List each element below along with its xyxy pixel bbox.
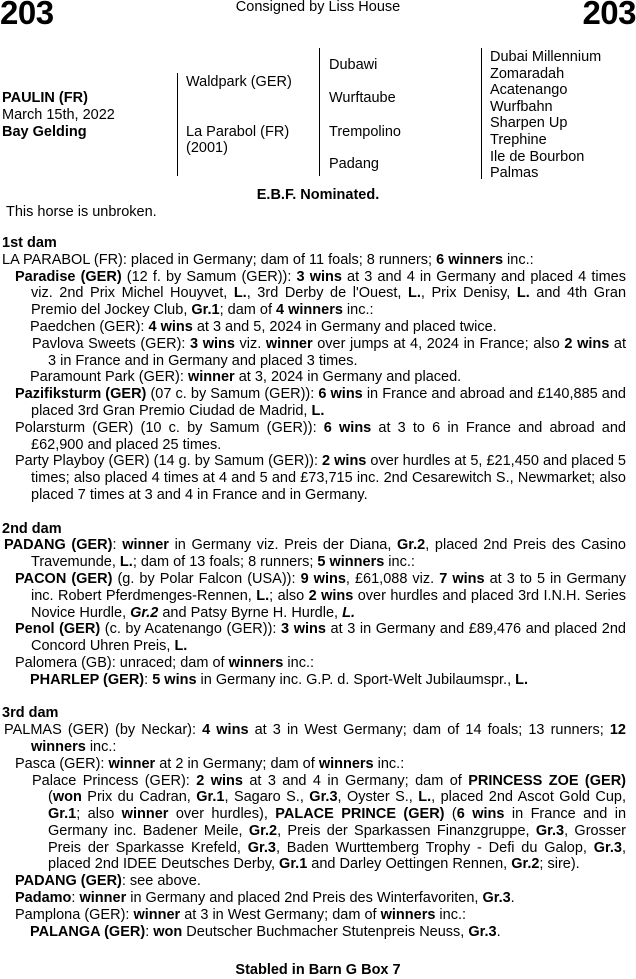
lot-number-right: 203 bbox=[582, 0, 636, 31]
gen4-ancestor: Trephine bbox=[490, 132, 547, 148]
sire-dam-name: Wurftaube bbox=[329, 90, 396, 106]
progeny-entry: PACON (GER) (g. by Polar Falcon (USA)): 9 wins, £61,088 viz. 7 wins at 3 to 5 in Germany inc. Robert Pferdmenges-Rennen, L.; also 2 wins over hurdles and placed 3rd I.N.H. Series Novice Hurdle, Gr.2 and Patsy Byrne H. Hurdle, L. bbox=[15, 570, 627, 621]
progeny-entry: Pasca (GER): winner at 2 in Germany; dam of winners inc.: bbox=[15, 755, 405, 772]
progeny-entry: PALANGA (GER): won Deutscher Buchmacher Stutenpreis Neuss, Gr.3. bbox=[30, 923, 501, 940]
progeny-entry: Pazifiksturm (GER) (07 c. by Samum (GER)): 6 wins in France and abroad and £140,885 and placed 3rd Gran Premio Ciudad de Madrid, L. bbox=[15, 386, 626, 419]
dam-year: (2001) bbox=[186, 140, 228, 156]
gen4-ancestor: Zomaradah bbox=[490, 66, 565, 82]
foaled-date: March 15th, 2022 bbox=[2, 107, 115, 123]
progeny-entry: Paedchen (GER): 4 wins at 3 and 5, 2024 in Germany and placed twice. bbox=[30, 318, 497, 335]
sire-name: Waldpark (GER) bbox=[186, 74, 292, 90]
progeny-entry: Pamplona (GER): winner at 3 in West Germany; dam of winners inc.: bbox=[15, 906, 467, 923]
gen4-ancestor: Palmas bbox=[490, 165, 539, 181]
third-dam-paragraph: PALMAS (GER) (by Neckar): 4 wins at 3 in West Germany; dam of 14 foals; 13 runners; 12 winners inc.: bbox=[4, 722, 626, 755]
pedigree-line-3 bbox=[481, 48, 482, 179]
third-dam-heading: 3rd dam bbox=[2, 705, 59, 722]
second-dam-heading: 2nd dam bbox=[2, 520, 62, 537]
gen4-ancestor: Dubai Millennium bbox=[490, 49, 602, 65]
horse-name: PAULIN (FR) bbox=[2, 90, 88, 106]
gen4-ancestor: Wurfbahn bbox=[490, 99, 553, 115]
progeny-entry: PHARLEP (GER): 5 wins in Germany inc. G.P. d. Sport-Welt Jubilaumspr., L. bbox=[30, 671, 529, 688]
first-dam-heading: 1st dam bbox=[2, 235, 57, 251]
progeny-entry: Palace Princess (GER): 2 wins at 3 and 4 in Germany; dam of PRINCESS ZOE (GER) (won Prix du Cadran, Gr.1, Sagaro S., Gr.3, Oyster S., L., placed 2nd Ascot Gold Cup, Gr.1; also winner over hurdles), PALACE PRINCE (GER) (6 wins in France and in Germany inc. Badener Meile, Gr.2, Preis der Sparkassen Finanzgruppe, Gr.3, Grosser Preis der Sparkasse Krefeld, Gr.3, Baden Wurttemberg Trophy - Defi du Galop, Gr.3, placed 2nd IDEE Deutsches Derby, Gr.1 and Darley Oettingen Rennen, Gr.2; sire). bbox=[32, 772, 627, 873]
progeny-entry: Paramount Park (GER): winner at 3, 2024 in Germany and placed. bbox=[30, 369, 462, 386]
dam-dam-name: Padang bbox=[329, 156, 379, 172]
pedigree-line-2 bbox=[319, 48, 320, 176]
horse-description: Bay Gelding bbox=[2, 124, 87, 140]
first-dam-paragraph: LA PARABOL (FR): placed in Germany; dam of 11 foals; 8 runners; 6 winners inc.: bbox=[2, 251, 534, 268]
produce-record bbox=[2, 235, 626, 940]
dam-sire-name: Trempolino bbox=[329, 124, 401, 140]
progeny-entry: Paradise (GER) (12 f. by Samum (GER)): 3 wins at 3 and 4 in Germany and placed 4 times viz. 2nd Prix Michel Houyvet, L., 3rd Derby de l'Ouest, L., Prix Denisy, L. and 4th Gran Premio del Jockey Club, Gr.1; dam of 4 winners inc.: bbox=[15, 268, 627, 319]
progeny-entry: Palomera (GB): unraced; dam of winners inc.: bbox=[15, 654, 314, 671]
gen4-ancestor: Acatenango bbox=[490, 82, 568, 98]
sire-sire-name: Dubawi bbox=[329, 57, 378, 73]
progeny-entry: Padamo: winner in Germany and placed 2nd Preis des Winterfavoriten, Gr.3. bbox=[15, 890, 515, 907]
progeny-entry: Pavlova Sweets (GER): 3 wins viz. winner over jumps at 4, 2024 in France; also 2 wins at 3 in France and in Germany and placed 3 times. bbox=[32, 335, 627, 369]
gen4-ancestor: Sharpen Up bbox=[490, 115, 568, 131]
gen4-ancestor: Ile de Bourbon bbox=[490, 149, 585, 165]
consignor: Consigned by Liss House bbox=[235, 0, 401, 15]
stabling-info: Stabled in Barn G Box 7 bbox=[235, 962, 401, 978]
second-dam-paragraph: PADANG (GER): winner in Germany viz. Preis der Diana, Gr.2, placed 2nd Preis des Casino Travemunde, L.; dam of 13 foals; 8 runners; 5 winners inc.: bbox=[4, 537, 626, 571]
lot-number-left: 203 bbox=[0, 0, 54, 31]
progeny-entry: Penol (GER) (c. by Acatenango (GER)): 3 wins at 3 in Germany and £89,476 and placed 2nd Concord Uhren Preis, L. bbox=[15, 621, 626, 655]
progeny-entry: Polarsturm (GER) (10 c. by Samum (GER)): 6 wins at 3 to 6 in France and abroad and £62,900 and placed 25 times. bbox=[15, 419, 626, 453]
pedigree-line-1 bbox=[177, 73, 178, 176]
ebf-nominated: E.B.F. Nominated. bbox=[256, 187, 380, 203]
dam-name: La Parabol (FR) bbox=[186, 124, 290, 140]
progeny-entry: PADANG (GER): see above. bbox=[15, 873, 201, 890]
unbroken-note: This horse is unbroken. bbox=[6, 204, 157, 220]
progeny-entry: Party Playboy (GER) (14 g. by Samum (GER)): 2 wins over hurdles at 5, £21,450 and placed 5 times; also placed 4 times at 4 and 5 and £73,715 inc. 2nd Cesarewitch S., Newmarket; also placed 7 times at 3 and 4 in France and in Germany. bbox=[15, 453, 626, 503]
